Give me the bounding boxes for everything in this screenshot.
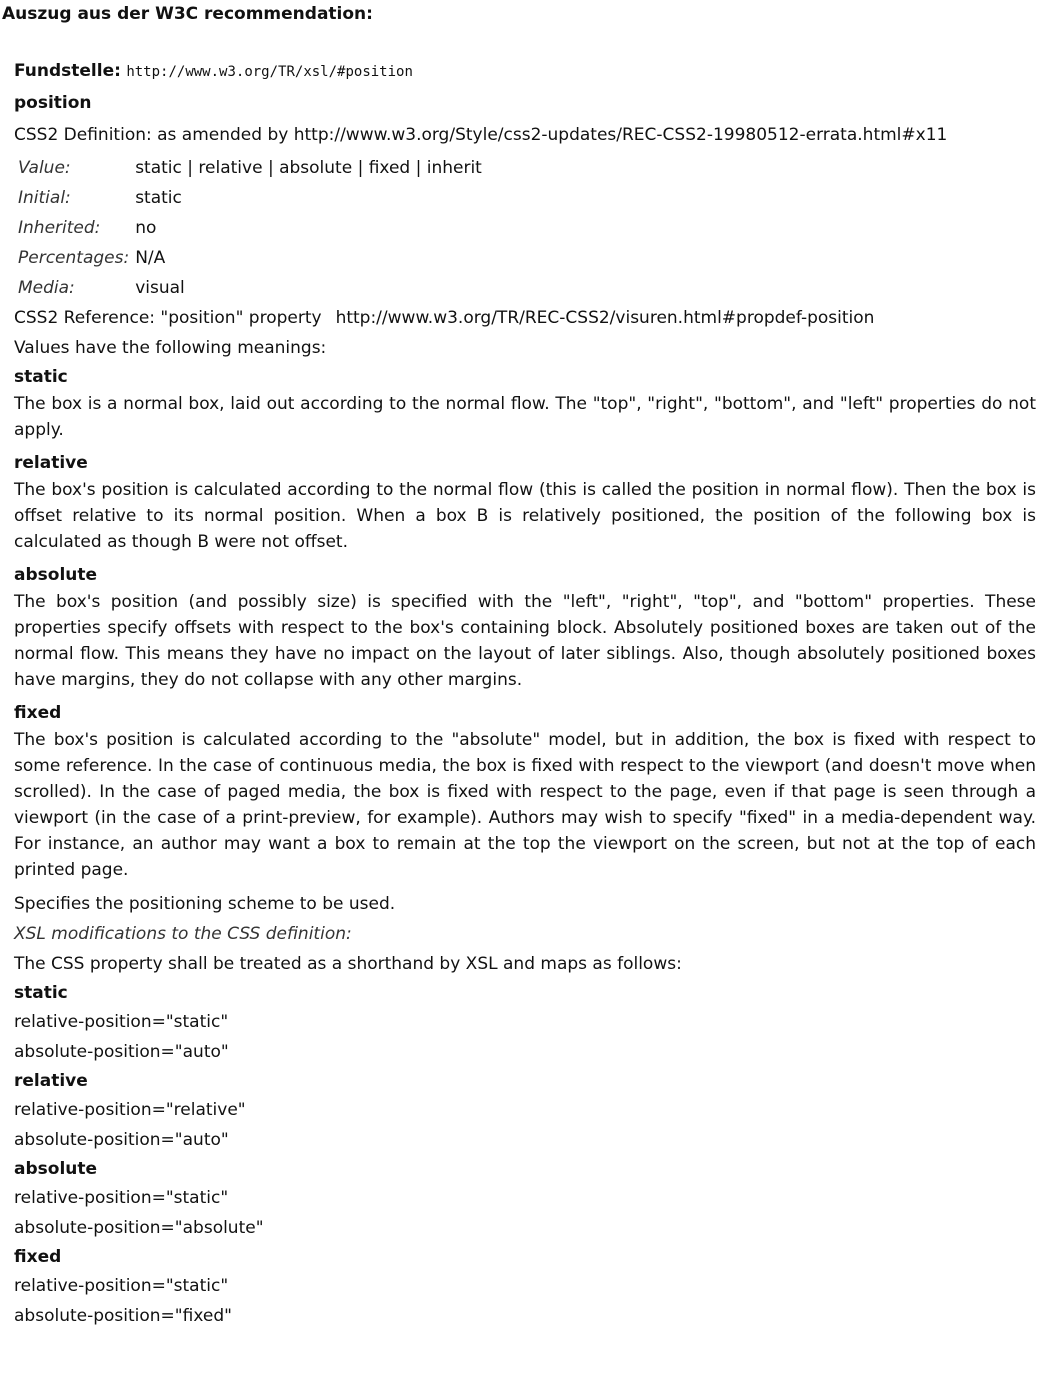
mapping-line: relative-position="static" [14,1276,229,1296]
value-meaning-static [14,363,1036,443]
value-meaning-relative [14,449,1036,555]
mapping-fixed [14,1243,1036,1331]
property-key: Inherited: [18,218,101,238]
table-row [16,153,486,183]
page-heading: Auszug aus der W3C recommendation: [2,4,373,24]
css2-reference [14,303,1036,333]
value-description: The box is a normal box, laid out according to the normal flow. The "top", "right", "bottom", and "left" properties do not apply. [14,394,1036,440]
mapping-line: relative-position="static" [14,1188,229,1208]
shorthand-text: The CSS property shall be treated as a shorthand by XSL and maps as follows: [14,954,682,974]
xsl-modifications-note: XSL modifications to the CSS definition: [14,924,352,944]
mapping-term: static [14,983,68,1003]
value-term: absolute [14,565,98,585]
value-description: The box's position (and possibly size) is specified with the "left", "right", "top", and "bottom" properties. These properties specify offsets with respect to the box's containing block. Absolutely positioned boxes are taken out of the normal flow. This means they have no impact on the layout of later siblings. Also, though absolutely positioned boxes have margins, they do not collapse with any other margins. [14,592,1036,690]
css2-definition: CSS2 Definition: as amended by http://www.w3.org/Style/css2-updates/REC-CSS2-19980512-errata.html#x11 [14,125,948,145]
mapping-term: fixed [14,1247,62,1267]
mapping-relative [14,1067,1036,1155]
document-content [14,57,1036,1331]
property-name: position [14,93,92,113]
mapping-term: relative [14,1071,88,1091]
source-url[interactable]: http://www.w3.org/TR/xsl/#position [126,64,413,80]
table-row [16,213,486,243]
value-description: The box's position is calculated according to the normal flow (this is called the position in normal flow). Then the box is offset relative to its normal position. When a box B is relatively positioned, the position of the following box is calculated as though B were not offset. [14,480,1036,552]
table-row [16,243,486,273]
source-line [14,57,1036,87]
css2-reference-url[interactable]: http://www.w3.org/TR/REC-CSS2/visuren.html#propdef-position [335,308,875,328]
property-key: Initial: [18,188,71,208]
mapping-static [14,979,1036,1067]
value-meaning-fixed [14,699,1036,883]
mapping-line: relative-position="relative" [14,1100,246,1120]
property-value: no [135,218,157,238]
values-intro: Values have the following meanings: [14,338,327,358]
value-term: fixed [14,703,62,723]
specifies-text: Specifies the positioning scheme to be used. [14,894,396,914]
mapping-term: absolute [14,1159,98,1179]
mapping-line: relative-position="static" [14,1012,229,1032]
source-label: Fundstelle: [14,61,121,81]
mapping-line: absolute-position="auto" [14,1042,229,1062]
mapping-line: absolute-position="auto" [14,1130,229,1150]
property-value: static [135,188,182,208]
mapping-line: absolute-position="absolute" [14,1218,264,1238]
property-value: static | relative | absolute | fixed | inherit [135,158,482,178]
value-meaning-absolute [14,561,1036,693]
property-key: Percentages: [18,248,130,268]
table-row [16,273,486,303]
property-value: visual [135,278,185,298]
mapping-line: absolute-position="fixed" [14,1306,232,1326]
property-table [16,153,486,303]
css2-reference-label: CSS2 Reference: "position" property [14,308,322,328]
mapping-absolute [14,1155,1036,1243]
value-term: relative [14,453,88,473]
value-term: static [14,367,68,387]
property-value: N/A [135,248,166,268]
property-key: Media: [18,278,75,298]
value-description: The box's position is calculated according to the "absolute" model, but in addition, the box is fixed with respect to some reference. In the case of continuous media, the box is fixed with respect to the viewport (and doesn't move when scrolled). In the case of paged media, the box is fixed with respect to the page, even if that page is seen through a viewport (in the case of a print-preview, for example). Authors may wish to specify "fixed" in a media-dependent way. For instance, an author may want a box to remain at the top the viewport on the screen, but not at the top of each printed page. [14,730,1036,880]
property-key: Value: [18,158,71,178]
table-row [16,183,486,213]
